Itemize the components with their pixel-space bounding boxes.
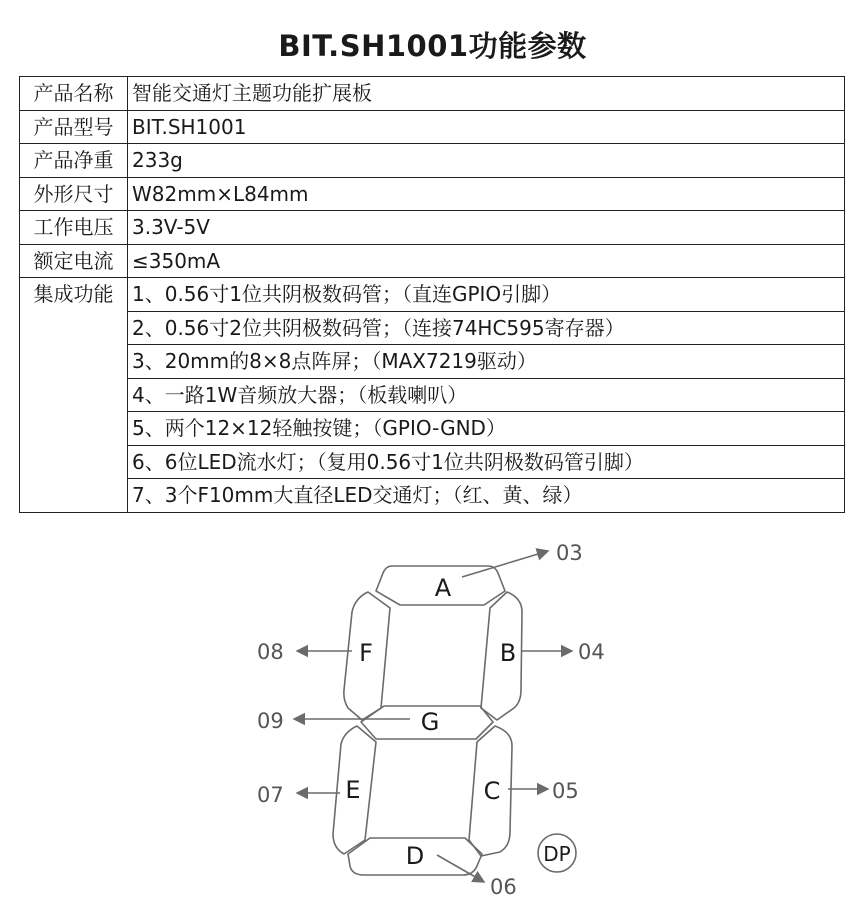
feature-row	[20, 378, 845, 412]
arrow-d	[437, 855, 484, 882]
table-row	[20, 244, 845, 278]
row-value: 智能交通灯主题功能扩展板	[128, 77, 845, 111]
feature-item: 7、3个F10mm大直径LED交通灯；（红、黄、绿）	[128, 479, 845, 513]
seven-segment-diagram	[0, 525, 865, 919]
pin-b-number: 04	[578, 640, 605, 664]
dp-label: DP	[543, 842, 571, 866]
feature-item: 6、6位LED流水灯；（复用0.56寸1位共阴极数码管引脚）	[128, 445, 845, 479]
table-row	[20, 177, 845, 211]
row-value: 3.3V-5V	[128, 211, 845, 245]
table-row	[20, 110, 845, 144]
table-row	[20, 77, 845, 111]
segment-a-label: A	[434, 574, 452, 602]
table-row	[20, 211, 845, 245]
pin-c-number: 05	[552, 779, 579, 803]
segment-f-label: F	[359, 639, 373, 667]
row-label: 工作电压	[20, 211, 128, 245]
feature-row	[20, 445, 845, 479]
table-row	[20, 144, 845, 178]
row-label: 产品名称	[20, 77, 128, 111]
segment-e-label: E	[345, 776, 361, 804]
row-value: ≤350mA	[128, 244, 845, 278]
feature-item: 4、一路1W音频放大器；（板载喇叭）	[128, 378, 845, 412]
row-label: 产品型号	[20, 110, 128, 144]
segment-b-label: B	[499, 639, 517, 667]
pin-d-number: 06	[490, 875, 517, 899]
pin-f-number: 08	[257, 640, 284, 664]
segment-c-label: C	[483, 777, 501, 805]
row-value: BIT.SH1001	[128, 110, 845, 144]
segment-g-label: G	[420, 708, 440, 736]
feature-row	[20, 311, 845, 345]
feature-row	[20, 345, 845, 379]
row-label: 额定电流	[20, 244, 128, 278]
row-label: 外形尺寸	[20, 177, 128, 211]
feature-item: 1、0.56寸1位共阴极数码管；（直连GPIO引脚）	[128, 278, 845, 312]
feature-row	[20, 278, 845, 312]
row-value: W82mm×L84mm	[128, 177, 845, 211]
pin-a-number: 03	[556, 541, 583, 565]
segment-d-label: D	[405, 842, 425, 870]
features-label: 集成功能	[20, 278, 128, 513]
feature-row	[20, 479, 845, 513]
page-title: BIT.SH1001功能参数	[278, 29, 587, 63]
feature-item: 5、两个12×12轻触按键；（GPIO-GND）	[128, 412, 845, 446]
pin-e-number: 07	[257, 783, 284, 807]
pin-g-number: 09	[257, 709, 284, 733]
row-label: 产品净重	[20, 144, 128, 178]
feature-item: 3、20mm的8×8点阵屏；（MAX7219驱动）	[128, 345, 845, 379]
arrow-a	[462, 551, 548, 577]
spec-table	[19, 76, 845, 513]
feature-row	[20, 412, 845, 446]
row-value: 233g	[128, 144, 845, 178]
feature-item: 2、0.56寸2位共阴极数码管；（连接74HC595寄存器）	[128, 311, 845, 345]
